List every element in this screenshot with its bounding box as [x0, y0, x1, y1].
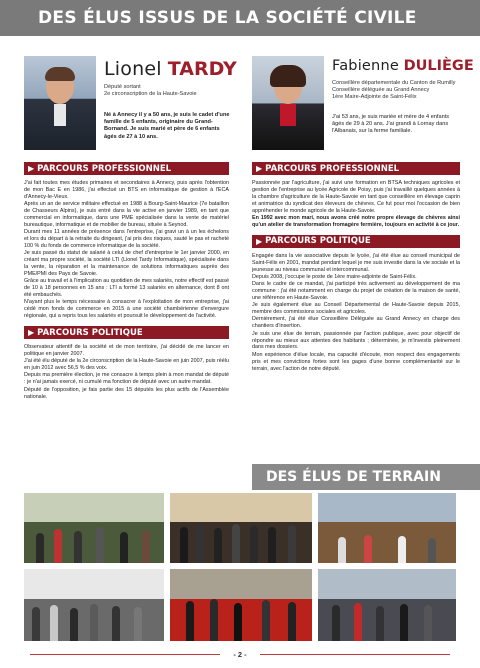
- profile-duliege: [252, 56, 474, 156]
- portrait-photo: [24, 56, 96, 150]
- candidate-intro: Né à Annecy il y a 50 ans, je suis le cadet d'une famille de 5 enfants, originaire du Grand-Bornand. Je suis marié et père de 6 enfants âgés de 27 à 10 ans.: [104, 112, 230, 140]
- photo-group-5: [170, 569, 312, 641]
- section-header-pro: ▶ PARCOURS PROFESSIONNEL: [24, 162, 229, 175]
- candidate-name: Lionel TARDY: [104, 58, 237, 80]
- profile-tardy: [24, 56, 237, 156]
- section-body-pro: Passionnée par l'agriculture, j'ai suivi une formation en BTSA techniques agricoles et gestion de l'entreprise au lycée Agricole de Poisy, puis j'ai travaillé quelques années à la chambre d'agriculture de la Haute-Savoie en tant que conseillère en élevage caprin et animatrice du syndicat des éleveurs de chèvres. Ce fut pour moi l'occasion de bien appréhender le monde agricole de la Haute-Savoie. En 1992 avec mon mari, nous avons créé notre propre élevage de chèvres ainsi qu'un atelier de transformation fromagère fermière, toujours en activité à ce jour.: [252, 180, 460, 228]
- terrain-banner: [252, 464, 480, 490]
- portrait-photo: [252, 56, 324, 150]
- page-footer: [0, 650, 480, 659]
- candidate-name: Fabienne DULIÈGE: [332, 58, 474, 74]
- section-header-pol: ▶ PARCOURS POLITIQUE: [252, 235, 460, 248]
- terrain-title: DES ÉLUS DE TERRAIN: [266, 469, 441, 485]
- section-body-pro: J'ai fait toutes mes études primaires et secondaires à Annecy, puis après l'obtention de mon Bac E en 1986, j'ai effectué un BTS en informatique de gestion à l'ECA d'Annecy-le-Vieux. Après un an de service militaire effectué en 1988 à Bourg-Saint-Maurice (7e bataillon de Chasseurs Alpins), je suis entré dans la vie active en janvier 1989, en tant que commercial en informatique, dans une PME spécialisée dans la vente de matériel bureautique, informatique et de mobilier de bureau, située à Seynod. Durant mes 11 années de présence dans l'entreprise, j'ai gravi un à un les échelons et lors du départ à la retraite du dirigeant, j'ai pris des risques, sauté le pas et racheté 100 % du fonds de commerce informatique de la société. Je suis passé du statut de salarié à celui de chef d'entreprise le 1er janvier 2000, en créant ma propre société, la société LTI (Lionel Tardy Informatique), spécialisée dans la vente, la réparation et la maintenance de solutions informatiques auprès des PME/PMI des Pays de Savoie. Grâce au travail et à l'implication au quotidien de mes salariés, notre effectif est passé de 10 à 18 personnes en 15 ans : LTI a formé 13 salariés en alternance, dont 8 ont été embauchés. N'ayant plus le temps nécessaire à consacrer à l'exploitation de mon entreprise, j'ai cédé mon fonds de commerce en 2015 à une société chambérienne d'envergure régionale, qui a repris tous les salariés et poursuit le développement de l'activité.: [24, 180, 229, 320]
- photo-group-3: [318, 493, 456, 563]
- photo-collage: [24, 493, 456, 641]
- page-banner: [0, 0, 480, 36]
- photo-group-6: [318, 569, 456, 641]
- page-title: DES ÉLUS ISSUS DE LA SOCIÉTÉ CIVILE: [38, 8, 417, 28]
- column-tardy: [24, 56, 237, 401]
- candidate-role: Conseillère départementale du Canton de Rumilly Conseillère déléguée au Grand Annecy 1ère Maire-Adjointe de Saint-Félix: [332, 80, 456, 100]
- section-body-pol: Observateur attentif de la société et de mon territoire, j'ai décidé de me lancer en politique en janvier 2007. J'ai été élu député de la 2e circonscription de la Haute-Savoie en juin 2007, puis réélu en juin 2012 avec 56,5 % des voix. Depuis ma première élection, je me consacre à temps plein à mon mandat de député : je n'ai jamais exercé, ni cumulé ma fonction de député avec un autre mandat. Député de l'opposition, je fais partie des 15 députés les plus actifs de l'Assemblée nationale.: [24, 344, 229, 400]
- candidate-intro: J'ai 53 ans, je suis mariée et mère de 4 enfants âgés de 29 à 20 ans. J'ai grandi à Lornay dans l'Albanais, sur la ferme familiale.: [332, 114, 450, 135]
- column-duliege: [252, 56, 474, 373]
- photo-group-2: [170, 493, 312, 563]
- section-header-pro: ▶ PARCOURS PROFESSIONNEL: [252, 162, 460, 175]
- photo-group-1: [24, 493, 164, 563]
- page-number: - 2 -: [233, 650, 247, 659]
- candidate-role: Député sortant 2e circonscription de la Haute-Savoie: [104, 84, 197, 97]
- section-header-pol: ▶ PARCOURS POLITIQUE: [24, 326, 229, 339]
- section-body-pol: Engagée dans la vie associative depuis le lycée, j'ai été élue au conseil municipal de Saint-Félix en 2001, mandat pendant lequel je me suis investie dans la vie sociale et la jeunesse au niveau communal et intercommunal. Depuis 2008, j'occupe le poste de 1ère maire-adjointe de Saint-Félix. Dans le cadre de ce mandat, j'ai participé très activement au développement de ma commune : j'ai été notamment en charge du projet de création de la maison de santé, une référence en Haute-Savoie. Je suis également élue au Conseil Départemental de Haute-Savoie depuis 2015, membre des commissions sociales et agricoles. Dernièrement, j'ai été élue Conseillère Déléguée au Grand Annecy en charge des chantiers d'insertion. Je suis une élue de terrain, passionnée par l'action publique, avec pour objectif de répondre au mieux aux attentes des habitants ; déterminée, je m'investis pleinement dans mes dossiers. Mon expérience d'élue locale, ma capacité d'écoute, mon respect des engagements pris et mes convictions fortes sont les gages d'une bonne complémentarité sur le terrain, avec l'action de notre député.: [252, 252, 460, 372]
- photo-group-4: [24, 569, 164, 641]
